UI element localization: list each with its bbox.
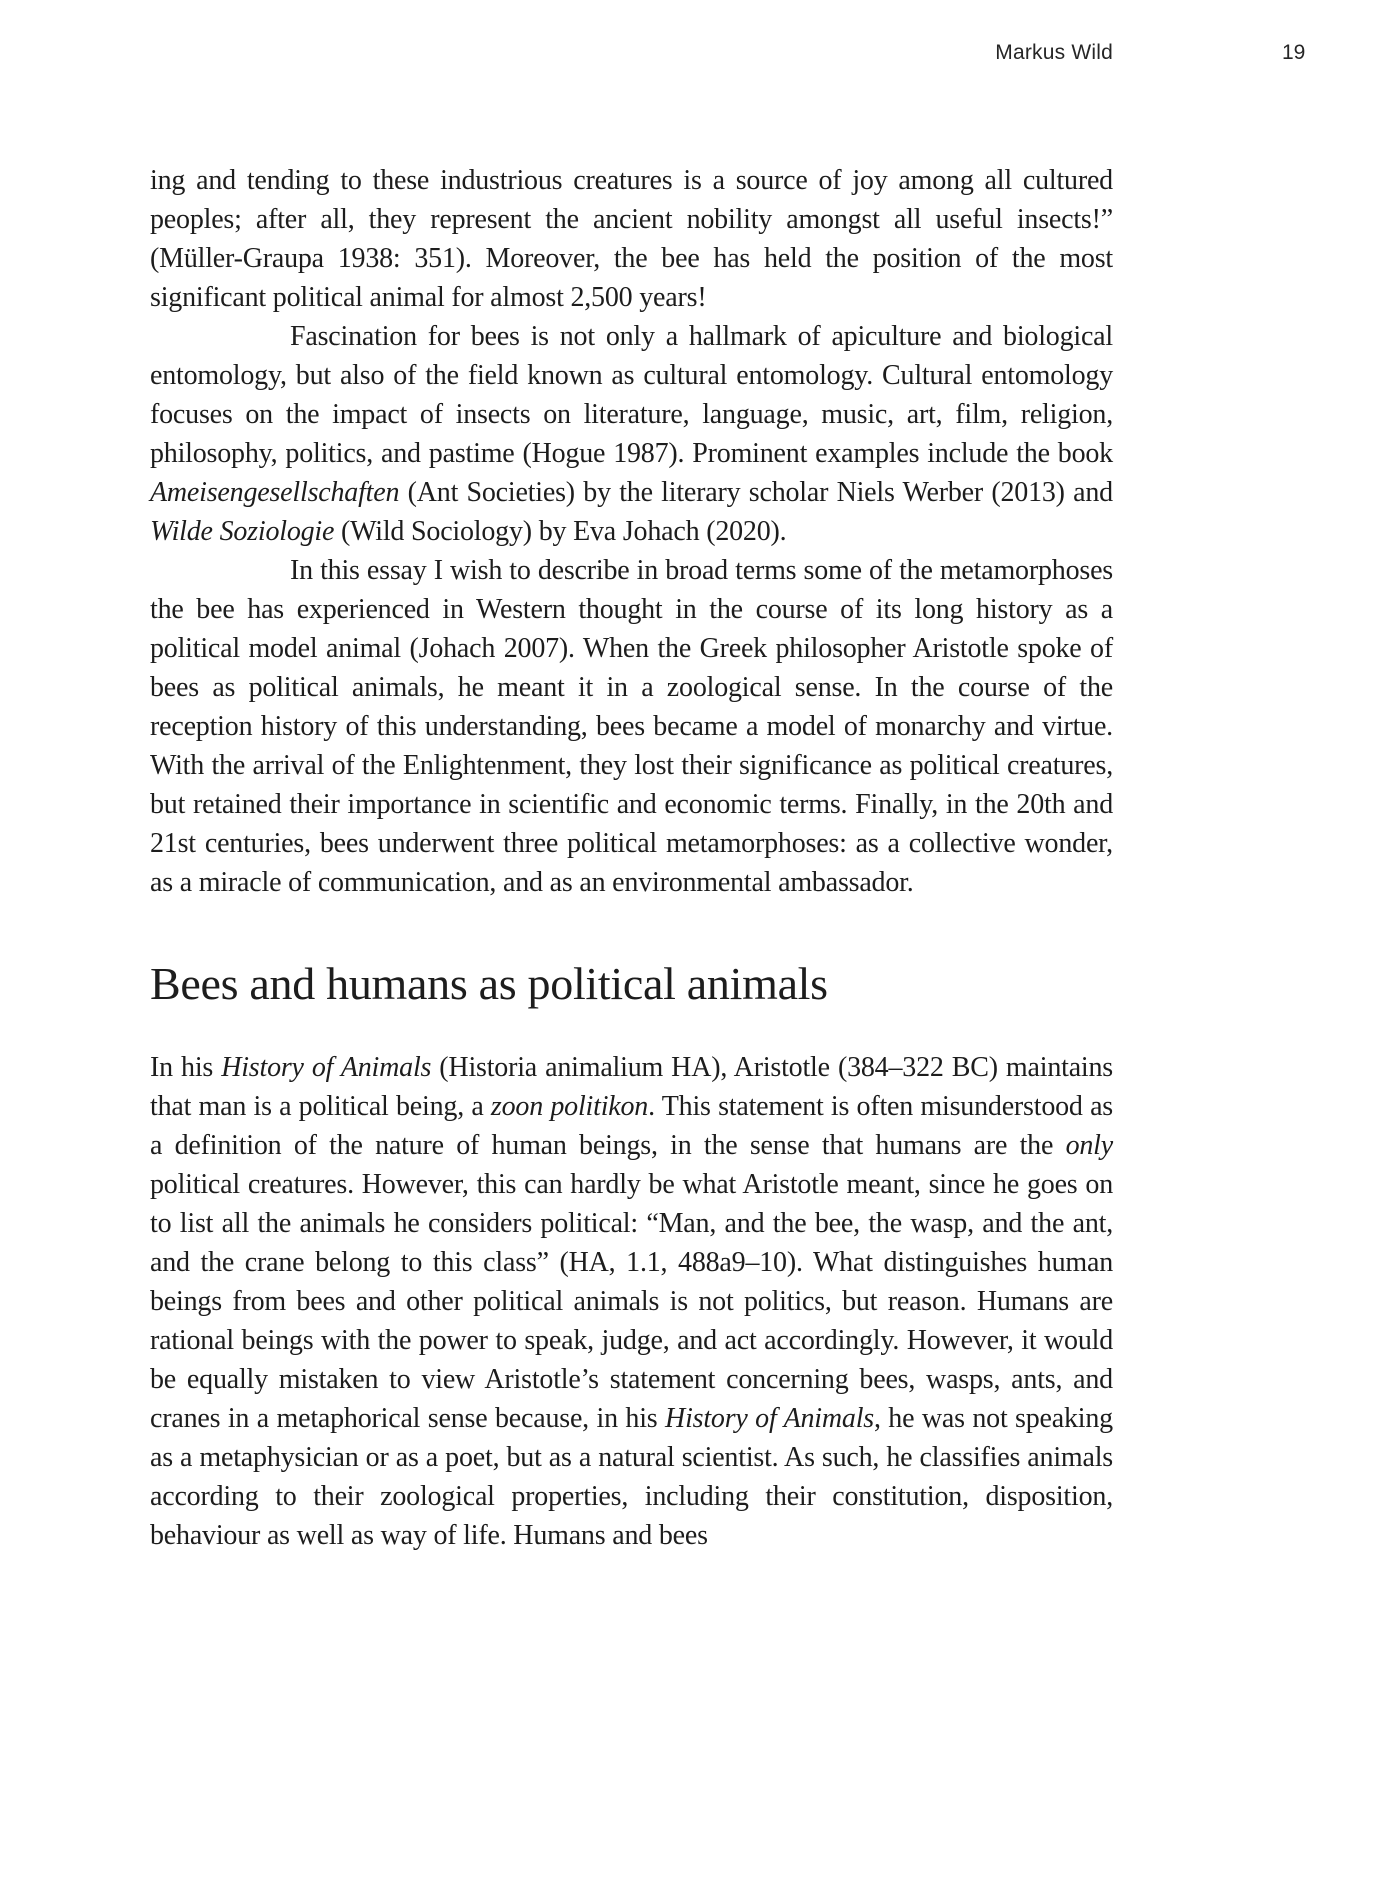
- text-column: [150, 161, 1113, 1555]
- paragraph: [150, 1048, 1113, 1555]
- italic-text: zoon politikon: [490, 1090, 649, 1122]
- italic-text: History of Animals: [221, 1051, 432, 1083]
- section-heading: Bees and humans as political animals: [150, 958, 828, 1009]
- text-run: (Ant Societies) by the literary scholar Niels Werber (2013) and: [399, 477, 1113, 508]
- page-number: 19: [1282, 41, 1306, 64]
- italic-text: only: [1065, 1129, 1113, 1161]
- text-run: political creatures. However, this can hardly be what Aristotle meant, since he goes on to list all the animals he considers political: “Man, and the bee, the wasp, and the ant, and the crane belong to this class” (HA, 1.1, 488a9–10). What distinguishes human beings from bees and other political animals is not politics, but reason. Humans are rational beings with the power to speak, judge, and act accordingly. However, it would be equally mistaken to view Aristotle’s statement concerning bees, wasps, ants, and cranes in a metaphorical sense because, in his: [150, 1168, 1113, 1434]
- paragraph: [150, 317, 1113, 551]
- body-section: [150, 1048, 1113, 1555]
- running-header-author: Markus Wild: [995, 41, 1113, 64]
- text-run: Fascination for bees is not only a hallmark of apiculture and biological entomology, but also of the field known as cultural entomology. Cultural entomology focuses on the impact of insects on literature, language, music, art, film, religion, philosophy, politics, and pastime (Hogue 1987). Prominent examples include the book: [150, 321, 1113, 469]
- paragraph: [150, 551, 1113, 902]
- italic-text: Ameisengesellschaften: [150, 477, 400, 508]
- text-run: ing and tending to these industrious creatures is a source of joy among all cultured peoples; after all, they represent the ancient nobility amongst all useful insects!” (Müller-Graupa 1938: 351). Moreover, the bee has held the position of the most significant political animal for almost 2,500 years!: [150, 165, 1113, 313]
- text-run: . This statement is often misunderstood as a definition of the nature of human beings, in the sense that humans are the: [150, 1090, 1113, 1161]
- text-run: (Wild Sociology) by Eva Johach (2020).: [334, 516, 787, 547]
- paragraph: [150, 161, 1113, 317]
- text-run: (Historia animalium HA), Aristotle (384–322 BC) maintains that man is a political being, a: [150, 1051, 1113, 1122]
- text-run: In his: [150, 1051, 222, 1083]
- italic-text: Wilde Soziologie: [150, 516, 335, 547]
- italic-text: History of Animals: [665, 1402, 874, 1434]
- text-run: , he was not speaking as a metaphysician or as a poet, but as a natural scientist. As such, he classifies animals according to their zoological properties, including their constitution, disposition, behaviour as well as way of life. Humans and bees: [150, 1402, 1113, 1551]
- text-run: In this essay I wish to describe in broad terms some of the metamorphoses the bee has experienced in Western thought in the course of its long history as a political model animal (Johach 2007). When the Greek philosopher Aristotle spoke of bees as political animals, he meant it in a zoological sense. In the course of the reception history of this understanding, bees became a model of monarchy and virtue. With the arrival of the Enlightenment, they lost their significance as political creatures, but retained their importance in scientific and economic terms. Finally, in the 20th and 21st centuries, bees underwent three political metamorphoses: as a collective wonder, as a miracle of communication, and as an environmental ambassador.: [150, 555, 1113, 898]
- intro-section: [150, 161, 1113, 902]
